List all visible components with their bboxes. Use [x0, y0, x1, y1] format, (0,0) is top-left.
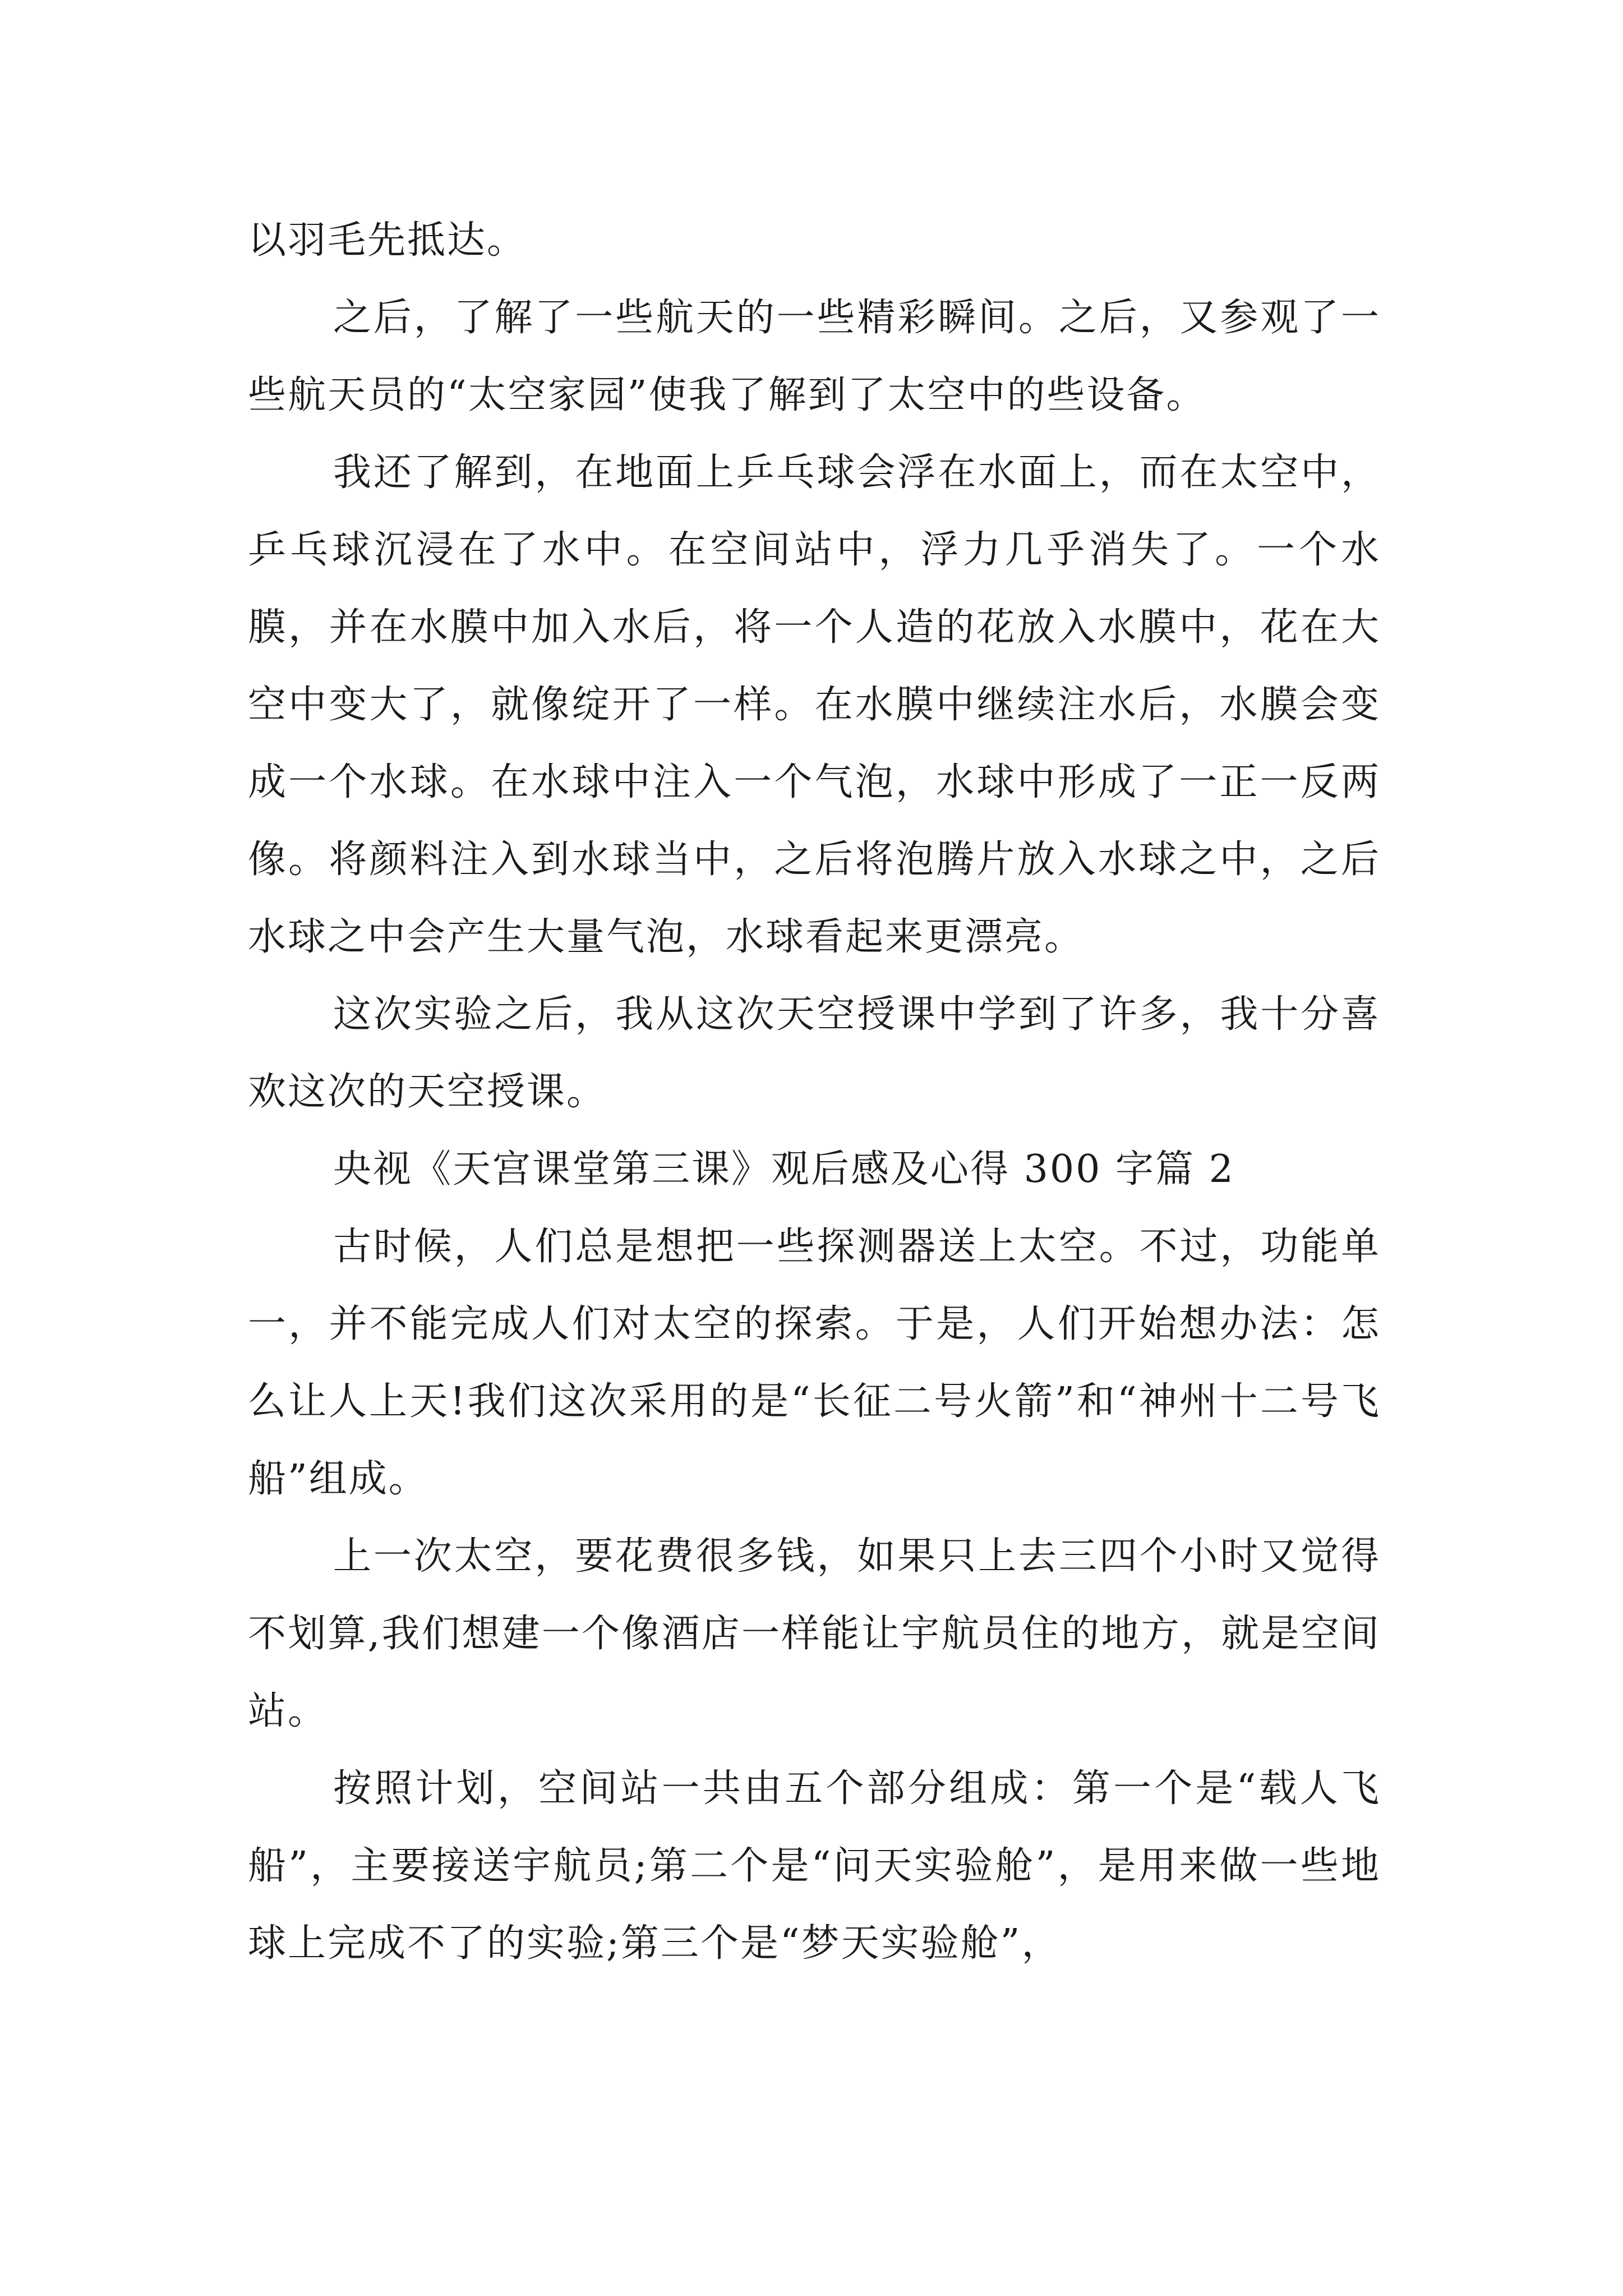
paragraph: 这次实验之后，我从这次天空授课中学到了许多，我十分喜欢这次的天空授课。: [248, 992, 1381, 1114]
document-body: [248, 202, 1381, 1982]
paragraph: 按照计划，空间站一共由五个部分组成：第一个是“载人飞船”，主要接送宇航员;第二个是“问天实验舱”，是用来做一些地球上完成不了的实验;第三个是“梦天实验舱”，: [248, 1766, 1381, 1966]
paragraph: 古时候，人们总是想把一些探测器送上太空。不过，功能单一，并不能完成人们对太空的探索。于是，人们开始想办法：怎么让人上天!我们这次采用的是“长征二号火箭”和“神州十二号飞船”组成。: [248, 1225, 1381, 1501]
paragraph: 我还了解到，在地面上乒乓球会浮在水面上，而在太空中，乒乓球沉浸在了水中。在空间站中，浮力几乎消失了。一个水膜，并在水膜中加入水后，将一个人造的花放入水膜中，花在大空中变大了，就像绽开了一样。在水膜中继续注水后，水膜会变成一个水球。在水球中注入一个气泡，水球中形成了一正一反两像。将颜料注入到水球当中，之后将泡腾片放入水球之中，之后水球之中会产生大量气泡，水球看起来更漂亮。: [248, 450, 1381, 959]
paragraph: 上一次太空，要花费很多钱，如果只上去三四个小时又觉得不划算,我们想建一个像酒店一样能让宇航员住的地方，就是空间站。: [248, 1534, 1381, 1733]
paragraph: 之后，了解了一些航天的一些精彩瞬间。之后，又参观了一些航天员的“太空家园”使我了解到了太空中的些设备。: [248, 296, 1381, 417]
section-heading: 央视《天宫课堂第三课》观后感及心得 300 字篇 2: [333, 1147, 1235, 1191]
paragraph: 以羽毛先抵达。: [248, 218, 527, 263]
